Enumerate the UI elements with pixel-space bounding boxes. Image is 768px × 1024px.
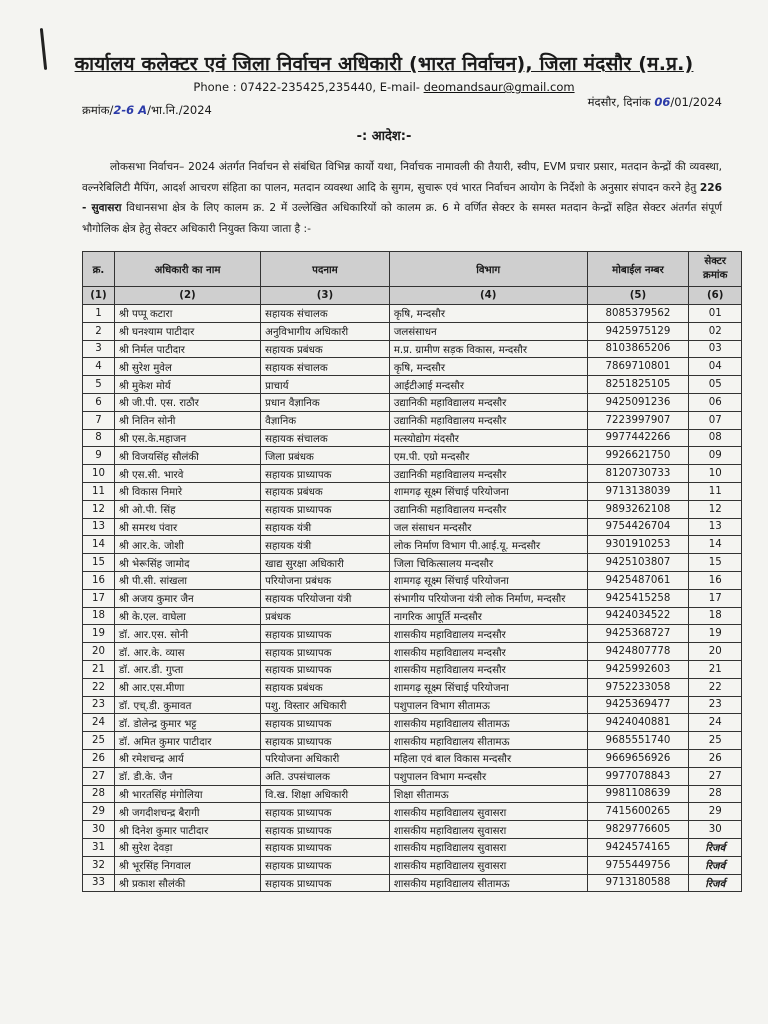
cell-department: शासकीय महाविद्यालय मन्दसौर	[389, 660, 587, 678]
cell-officer-name: श्री जी.पी. एस. राठौर	[114, 393, 260, 411]
table-row	[83, 465, 742, 483]
table-body	[83, 305, 742, 892]
cell-department: शासकीय महाविद्यालय मन्दसौर	[389, 643, 587, 661]
cell-mobile: 9425415258	[587, 589, 689, 607]
cell-officer-name: डॉ. आर.एस. सोनी	[114, 625, 260, 643]
cell-sector: 20	[689, 643, 742, 661]
cell-officer-name: श्री नितिन सोनी	[114, 411, 260, 429]
cell-mobile: 7869710801	[587, 358, 689, 376]
table-row	[83, 838, 742, 856]
date-line	[588, 95, 722, 110]
cell-mobile: 9424807778	[587, 643, 689, 661]
table-row	[83, 305, 742, 323]
cell-serial: 6	[83, 393, 115, 411]
table-row	[83, 660, 742, 678]
cell-sector: 26	[689, 749, 742, 767]
table-row	[83, 803, 742, 821]
table-row	[83, 856, 742, 874]
cell-officer-name: श्री के.एल. वाघेला	[114, 607, 260, 625]
cell-sector: 16	[689, 571, 742, 589]
cell-sector: 11	[689, 482, 742, 500]
table-row	[83, 571, 742, 589]
table-row	[83, 732, 742, 750]
cell-serial: 25	[83, 732, 115, 750]
colnum-3: (3)	[261, 287, 390, 305]
table-row	[83, 340, 742, 358]
cell-mobile: 9977442266	[587, 429, 689, 447]
cell-officer-name: श्री ओ.पी. सिंह	[114, 500, 260, 518]
cell-officer-name: श्री मुकेश मोर्य	[114, 376, 260, 394]
cell-designation: वि.ख. शिक्षा अधिकारी	[261, 785, 390, 803]
cell-officer-name: श्री रमेशचन्द्र आर्य	[114, 749, 260, 767]
table-row	[83, 536, 742, 554]
email-link[interactable]: deomandsaur@gmail.com	[423, 80, 575, 94]
cell-officer-name: श्री निर्मल पाटीदार	[114, 340, 260, 358]
cell-officer-name: श्री विकास निमारे	[114, 482, 260, 500]
cell-designation: सहायक प्राध्यापक	[261, 500, 390, 518]
table-row	[83, 643, 742, 661]
cell-department: कृषि, मन्दसौर	[389, 305, 587, 323]
cell-mobile: 9685551740	[587, 732, 689, 750]
cell-mobile: 9754426704	[587, 518, 689, 536]
cell-designation: सहायक यंत्री	[261, 536, 390, 554]
cell-sector: रिजर्व	[689, 838, 742, 856]
cell-mobile: 9425368727	[587, 625, 689, 643]
cell-serial: 15	[83, 554, 115, 572]
cell-mobile: 7415600265	[587, 803, 689, 821]
cell-mobile: 9425487061	[587, 571, 689, 589]
cell-designation: खाद्य सुरक्षा अधिकारी	[261, 554, 390, 572]
table-row	[83, 749, 742, 767]
cell-sector: 25	[689, 732, 742, 750]
cell-serial: 14	[83, 536, 115, 554]
cell-serial: 9	[83, 447, 115, 465]
cell-mobile: 9425103807	[587, 554, 689, 572]
cell-serial: 23	[83, 696, 115, 714]
cell-mobile: 9424040881	[587, 714, 689, 732]
cell-department: शासकीय महाविद्यालय सुवासरा	[389, 856, 587, 874]
table-row	[83, 554, 742, 572]
table-row	[83, 589, 742, 607]
order-heading: -: आदेश:-	[356, 129, 412, 144]
table-row	[83, 393, 742, 411]
cell-mobile: 9713138039	[587, 482, 689, 500]
cell-officer-name: श्री दिनेश कुमार पाटीदार	[114, 821, 260, 839]
cell-department: शिक्षा सीतामऊ	[389, 785, 587, 803]
cell-officer-name: श्री भेरूसिंह जामोद	[114, 554, 260, 572]
cell-designation: प्राचार्य	[261, 376, 390, 394]
cell-department: म.प्र. ग्रामीण सड़क विकास, मन्दसौर	[389, 340, 587, 358]
colnum-5: (5)	[587, 287, 689, 305]
cell-designation: सहायक प्राध्यापक	[261, 714, 390, 732]
ref-suffix: /भा.नि./2024	[147, 103, 212, 117]
cell-sector: 01	[689, 305, 742, 323]
header-sector: सेक्टर क्रमांक	[689, 252, 742, 287]
cell-serial: 33	[83, 874, 115, 892]
table-row	[83, 482, 742, 500]
cell-designation: प्रधान वैज्ञानिक	[261, 393, 390, 411]
intro-paragraph	[82, 157, 722, 239]
contact-line	[0, 80, 768, 94]
cell-mobile: 9425975129	[587, 322, 689, 340]
cell-serial: 2	[83, 322, 115, 340]
cell-sector: 05	[689, 376, 742, 394]
table-row	[83, 322, 742, 340]
cell-serial: 12	[83, 500, 115, 518]
header-designation: पदनाम	[261, 252, 390, 287]
table-colnum-row	[83, 287, 742, 305]
cell-mobile: 9755449756	[587, 856, 689, 874]
cell-sector: 24	[689, 714, 742, 732]
cell-serial: 16	[83, 571, 115, 589]
cell-mobile: 9829776605	[587, 821, 689, 839]
cell-department: शामगढ़ सूक्ष्म सिंचाई परियोजना	[389, 678, 587, 696]
table-row	[83, 625, 742, 643]
cell-department: जिला चिकित्सालय मन्दसौर	[389, 554, 587, 572]
cell-sector: 30	[689, 821, 742, 839]
cell-sector: 17	[689, 589, 742, 607]
cell-sector: 10	[689, 465, 742, 483]
cell-serial: 11	[83, 482, 115, 500]
cell-department: शासकीय महाविद्यालय सुवासरा	[389, 803, 587, 821]
cell-officer-name: श्री पी.सी. सांखला	[114, 571, 260, 589]
cell-mobile: 9425992603	[587, 660, 689, 678]
table-row	[83, 678, 742, 696]
cell-designation: सहायक प्रबंधक	[261, 482, 390, 500]
cell-sector: 19	[689, 625, 742, 643]
cell-officer-name: डॉ. एच्.डी. कुमावत	[114, 696, 260, 714]
cell-officer-name: श्री जगदीशचन्द्र बैरागी	[114, 803, 260, 821]
cell-officer-name: श्री अजय कुमार जैन	[114, 589, 260, 607]
cell-officer-name: डॉ. डी.के. जैन	[114, 767, 260, 785]
cell-serial: 27	[83, 767, 115, 785]
cell-serial: 4	[83, 358, 115, 376]
date-handwritten-day: 06	[654, 95, 671, 109]
cell-mobile: 8103865206	[587, 340, 689, 358]
cell-serial: 10	[83, 465, 115, 483]
cell-officer-name: डॉ. आर.के. व्यास	[114, 643, 260, 661]
cell-serial: 5	[83, 376, 115, 394]
cell-designation: सहायक प्राध्यापक	[261, 732, 390, 750]
office-title: कार्यालय कलेक्टर एवं जिला निर्वाचन अधिकारी (भारत निर्वाचन), जिला मंदसौर (म.प्र.)	[74, 53, 694, 75]
colnum-2: (2)	[114, 287, 260, 305]
cell-department: शामगढ़ सूक्ष्म सिंचाई परियोजना	[389, 571, 587, 589]
date-suffix: /01/2024	[670, 95, 722, 109]
intro-part1: लोकसभा निर्वाचन– 2024 अंतर्गत निर्वाचन से संबंधित विभिन्न कार्यो यथा, निर्वाचक नामावली की तैयारी, स्वीप, EVM प्रचार प्रसार, मतदान केन्द्रों की व्यवस्था, वल्नरेबिलिटी मैपिंग, आदर्श आचरण संहिता का पालन, मतदान व्यवस्था आदि के सुगम, सुचारू एवं भारत निर्वाचन आयोग के निर्देशो के अनुसार संपादन करने हेतु	[82, 161, 722, 194]
cell-mobile: 7223997907	[587, 411, 689, 429]
cell-serial: 22	[83, 678, 115, 696]
cell-mobile: 9424574165	[587, 838, 689, 856]
cell-designation: सहायक प्राध्यापक	[261, 465, 390, 483]
table-row	[83, 500, 742, 518]
cell-serial: 13	[83, 518, 115, 536]
table-row	[83, 358, 742, 376]
cell-department: शामगढ़ सूक्ष्म सिंचाई परियोजना	[389, 482, 587, 500]
table-row	[83, 607, 742, 625]
cell-sector: 04	[689, 358, 742, 376]
cell-serial: 29	[83, 803, 115, 821]
cell-department: एम.पी. एग्रो मन्दसौर	[389, 447, 587, 465]
ref-handwritten-number: 2-6 A	[113, 103, 148, 117]
cell-designation: सहायक प्राध्यापक	[261, 838, 390, 856]
cell-department: लोक निर्माण विभाग पी.आई.यू. मन्दसौर	[389, 536, 587, 554]
cell-designation: सहायक प्राध्यापक	[261, 874, 390, 892]
cell-mobile: 9926621750	[587, 447, 689, 465]
cell-sector: 06	[689, 393, 742, 411]
phone-text: Phone : 07422-235425,235440, E-mail-	[193, 80, 424, 94]
cell-serial: 20	[83, 643, 115, 661]
cell-department: संभागीय परियोजना यंत्री लोक निर्माण, मन्दसौर	[389, 589, 587, 607]
cell-mobile: 8120730733	[587, 465, 689, 483]
cell-officer-name: श्री पप्पू कटारा	[114, 305, 260, 323]
table-row	[83, 785, 742, 803]
cell-sector: 02	[689, 322, 742, 340]
cell-serial: 31	[83, 838, 115, 856]
cell-designation: वैज्ञानिक	[261, 411, 390, 429]
cell-sector: 22	[689, 678, 742, 696]
cell-designation: परियोजना अधिकारी	[261, 749, 390, 767]
cell-serial: 7	[83, 411, 115, 429]
cell-serial: 21	[83, 660, 115, 678]
cell-sector: 08	[689, 429, 742, 447]
table-row	[83, 518, 742, 536]
cell-department: शासकीय महाविद्यालय सीतामऊ	[389, 874, 587, 892]
cell-officer-name: डॉ. अमित कुमार पाटीदार	[114, 732, 260, 750]
cell-serial: 26	[83, 749, 115, 767]
cell-department: शासकीय महाविद्यालय सुवासरा	[389, 838, 587, 856]
cell-serial: 18	[83, 607, 115, 625]
cell-department: जल संसाधन मन्दसौर	[389, 518, 587, 536]
header-serial: क्र.	[83, 252, 115, 287]
table-row	[83, 714, 742, 732]
cell-department: मत्स्योद्योग मंदसौर	[389, 429, 587, 447]
cell-designation: सहायक प्राध्यापक	[261, 803, 390, 821]
cell-mobile: 9977078843	[587, 767, 689, 785]
cell-officer-name: डॉ. आर.डी. गुप्ता	[114, 660, 260, 678]
cell-designation: सहायक संचालक	[261, 305, 390, 323]
cell-sector: 23	[689, 696, 742, 714]
cell-department: उद्यानिकी महाविद्यालय मन्दसौर	[389, 411, 587, 429]
cell-designation: जिला प्रबंधक	[261, 447, 390, 465]
header-mobile: मोबाईल नम्बर	[587, 252, 689, 287]
cell-serial: 32	[83, 856, 115, 874]
colnum-1: (1)	[83, 287, 115, 305]
header-department: विभाग	[389, 252, 587, 287]
cell-designation: सहायक प्राध्यापक	[261, 821, 390, 839]
cell-sector: रिजर्व	[689, 874, 742, 892]
cell-serial: 3	[83, 340, 115, 358]
cell-mobile: 8085379562	[587, 305, 689, 323]
cell-mobile: 9301910253	[587, 536, 689, 554]
cell-sector: 07	[689, 411, 742, 429]
cell-department: शासकीय महाविद्यालय मन्दसौर	[389, 625, 587, 643]
cell-mobile: 9669656926	[587, 749, 689, 767]
cell-department: कृषि, मन्दसौर	[389, 358, 587, 376]
table-row	[83, 767, 742, 785]
table-header-row	[83, 252, 742, 287]
cell-department: शासकीय महाविद्यालय सीतामऊ	[389, 732, 587, 750]
cell-designation: परियोजना प्रबंधक	[261, 571, 390, 589]
cell-officer-name: श्री घनश्याम पाटीदार	[114, 322, 260, 340]
cell-designation: अति. उपसंचालक	[261, 767, 390, 785]
cell-department: पशुपालन विभाग मन्दसौर	[389, 767, 587, 785]
cell-sector: 18	[689, 607, 742, 625]
cell-department: उद्यानिकी महाविद्यालय मन्दसौर	[389, 393, 587, 411]
table-row	[83, 411, 742, 429]
cell-mobile: 9424034522	[587, 607, 689, 625]
cell-serial: 8	[83, 429, 115, 447]
cell-sector: रिजर्व	[689, 856, 742, 874]
cell-officer-name: श्री एस.सी. भारवे	[114, 465, 260, 483]
cell-officer-name: श्री आर.के. जोशी	[114, 536, 260, 554]
cell-designation: सहायक परियोजना यंत्री	[261, 589, 390, 607]
table-row	[83, 696, 742, 714]
cell-designation: सहायक प्राध्यापक	[261, 643, 390, 661]
cell-designation: सहायक प्रबंधक	[261, 340, 390, 358]
cell-serial: 28	[83, 785, 115, 803]
cell-designation: सहायक यंत्री	[261, 518, 390, 536]
cell-serial: 24	[83, 714, 115, 732]
cell-mobile: 9713180588	[587, 874, 689, 892]
reference-number	[82, 103, 212, 118]
intro-part2: विधानसभा क्षेत्र के लिए कालम क्र. 2 में उल्लेखित अधिकारियों को कालम क्र. 6 मे वर्णित सेक्टर के समस्त मतदान केन्द्रों सहित सेक्टर अंतर्गत संपूर्ण भौगोलिक क्षेत्र हेतु सेक्टर अधिकारी नियुक्त किया जाता है :-	[82, 202, 722, 235]
date-prefix: मंदसौर, दिनांक	[587, 95, 655, 109]
cell-officer-name: श्री भारतसिंह मंगोलिया	[114, 785, 260, 803]
cell-mobile: 9425091236	[587, 393, 689, 411]
table-row	[83, 376, 742, 394]
cell-serial: 30	[83, 821, 115, 839]
colnum-4: (4)	[389, 287, 587, 305]
cell-sector: 12	[689, 500, 742, 518]
cell-designation: पशु. विस्तार अधिकारी	[261, 696, 390, 714]
cell-department: नागरिक आपूर्ति मन्दसौर	[389, 607, 587, 625]
cell-sector: 28	[689, 785, 742, 803]
cell-mobile: 9981108639	[587, 785, 689, 803]
cell-sector: 15	[689, 554, 742, 572]
cell-mobile: 9425369477	[587, 696, 689, 714]
ref-prefix: क्रमांक/	[82, 103, 114, 117]
cell-designation: सहायक प्राध्यापक	[261, 660, 390, 678]
cell-sector: 27	[689, 767, 742, 785]
table-row	[83, 874, 742, 892]
cell-designation: सहायक संचालक	[261, 358, 390, 376]
colnum-6: (6)	[689, 287, 742, 305]
cell-designation: अनुविभागीय अधिकारी	[261, 322, 390, 340]
cell-department: पशुपालन विभाग सीतामऊ	[389, 696, 587, 714]
cell-sector: 09	[689, 447, 742, 465]
cell-department: उद्यानिकी महाविद्यालय मन्दसौर	[389, 465, 587, 483]
header-officer-name: अधिकारी का नाम	[114, 252, 260, 287]
cell-sector: 13	[689, 518, 742, 536]
cell-sector: 29	[689, 803, 742, 821]
cell-officer-name: श्री आर.एस.मीणा	[114, 678, 260, 696]
cell-department: जलसंसाधन	[389, 322, 587, 340]
cell-officer-name: श्री भूरसिंह निगवाल	[114, 856, 260, 874]
cell-designation: सहायक प्रबंधक	[261, 678, 390, 696]
table-row	[83, 429, 742, 447]
cell-mobile: 8251825105	[587, 376, 689, 394]
cell-sector: 21	[689, 660, 742, 678]
cell-serial: 1	[83, 305, 115, 323]
cell-sector: 03	[689, 340, 742, 358]
cell-officer-name: श्री प्रकाश सौलंकी	[114, 874, 260, 892]
cell-designation: सहायक प्राध्यापक	[261, 856, 390, 874]
cell-mobile: 9752233058	[587, 678, 689, 696]
cell-serial: 19	[83, 625, 115, 643]
cell-mobile: 9893262108	[587, 500, 689, 518]
cell-department: महिला एवं बाल विकास मन्दसौर	[389, 749, 587, 767]
table-row	[83, 447, 742, 465]
cell-serial: 17	[83, 589, 115, 607]
table-row	[83, 821, 742, 839]
cell-officer-name: श्री एस.के.महाजन	[114, 429, 260, 447]
cell-officer-name: श्री समरथ पंवार	[114, 518, 260, 536]
cell-designation: सहायक प्राध्यापक	[261, 625, 390, 643]
cell-designation: सहायक संचालक	[261, 429, 390, 447]
cell-designation: प्रबंधक	[261, 607, 390, 625]
cell-department: उद्यानिकी महाविद्यालय मन्दसौर	[389, 500, 587, 518]
cell-sector: 14	[689, 536, 742, 554]
intro-constituency: 226 - सुवासरा	[82, 181, 722, 214]
cell-department: शासकीय महाविद्यालय सुवासरा	[389, 821, 587, 839]
sector-officer-table	[82, 251, 742, 892]
cell-officer-name: डॉ. डोलेन्द्र कुमार भट्ट	[114, 714, 260, 732]
cell-officer-name: श्री विजयसिंह सौलंकी	[114, 447, 260, 465]
cell-officer-name: श्री सुरेश मुवेल	[114, 358, 260, 376]
cell-department: शासकीय महाविद्यालय सीतामऊ	[389, 714, 587, 732]
cell-officer-name: श्री सुरेश देवड़ा	[114, 838, 260, 856]
cell-department: आईटीआई मन्दसौर	[389, 376, 587, 394]
